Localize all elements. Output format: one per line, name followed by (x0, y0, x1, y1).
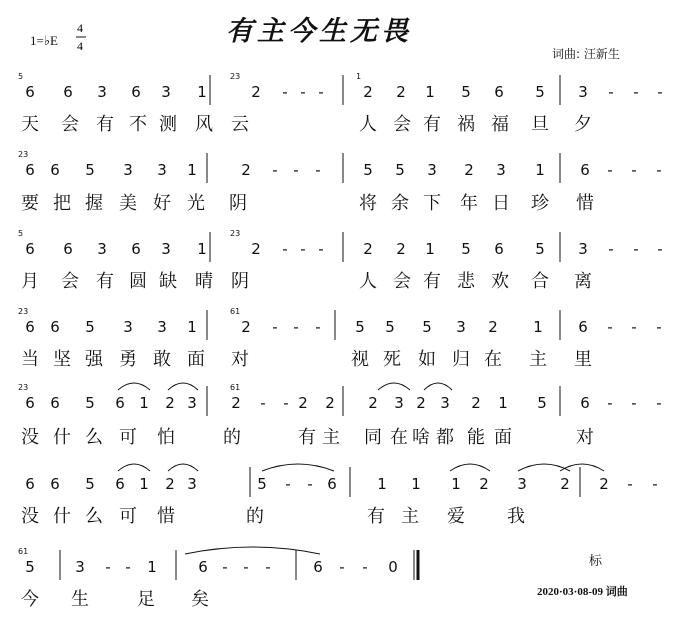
jianpu-note: 6 (25, 318, 35, 336)
lyric-character: 的 (246, 506, 264, 527)
jianpu-note: 2 (241, 318, 251, 336)
jianpu-note: 1 (498, 394, 508, 412)
jianpu-note: 2 (396, 240, 406, 258)
lyric-character: 悲 (457, 271, 475, 292)
lyric-character: 面 (494, 427, 512, 448)
jianpu-note: 1 (187, 161, 197, 179)
grace-note: 5 (18, 72, 24, 81)
jianpu-note: 2 (599, 475, 609, 493)
jianpu-note: - (260, 394, 266, 412)
jianpu-note: - (293, 318, 299, 336)
jianpu-note: 2 (251, 83, 261, 101)
grace-note: 1 (356, 72, 362, 81)
lyric-character: 年 (460, 193, 478, 214)
jianpu-note: 1 (187, 318, 197, 336)
lyric-character: 夕 (574, 114, 592, 135)
jianpu-note: 6 (327, 475, 337, 493)
jianpu-note: 2 (479, 475, 489, 493)
jianpu-note: 6 (580, 394, 590, 412)
jianpu-note: 6 (131, 240, 141, 258)
jianpu-note: - (656, 161, 662, 179)
lyric-character: 人 (359, 271, 377, 292)
jianpu-note: - (607, 394, 613, 412)
jianpu-note: 5 (385, 318, 395, 336)
lyric-character: 离 (574, 271, 592, 292)
jianpu-note: 5 (461, 83, 471, 101)
jianpu-note: 5 (461, 240, 471, 258)
slur (118, 383, 150, 390)
time-signature-bottom: 4 (77, 39, 83, 53)
jianpu-note: 2 (251, 240, 261, 258)
jianpu-note: 6 (494, 83, 504, 101)
jianpu-note: 1 (197, 83, 207, 101)
lyric-character: 同 (364, 427, 382, 448)
lyric-character: 会 (61, 114, 79, 135)
jianpu-note: - (300, 240, 306, 258)
lyric-character: 握 (85, 193, 103, 214)
lyric-character: 美 (119, 193, 137, 214)
jianpu-note: - (293, 161, 299, 179)
jianpu-note: 6 (50, 394, 60, 412)
jianpu-note: - (633, 240, 639, 258)
jianpu-note: - (285, 475, 291, 493)
jianpu-note: 6 (63, 240, 73, 258)
jianpu-note: 1 (533, 318, 543, 336)
lyricist-composer-credit: 词曲: 汪新生 (552, 47, 620, 61)
jianpu-note: 6 (25, 83, 35, 101)
lyric-character: 惜 (576, 193, 594, 214)
lyric-character: 合 (531, 271, 549, 292)
jianpu-note: 5 (535, 240, 545, 258)
slur (168, 383, 198, 390)
lyric-character: 没 (21, 427, 39, 448)
lyric-character: 爱 (447, 506, 465, 527)
jianpu-note: 3 (123, 318, 133, 336)
lyric-character: 会 (61, 271, 79, 292)
jianpu-note: - (272, 161, 278, 179)
jianpu-note: 6 (580, 161, 590, 179)
jianpu-note: 2 (298, 394, 308, 412)
lyric-character: 缺 (159, 271, 177, 292)
jianpu-note: - (282, 240, 288, 258)
jianpu-note: - (656, 394, 662, 412)
jianpu-note: 6 (50, 318, 60, 336)
jianpu-note: 3 (97, 240, 107, 258)
lyric-character: 风 (195, 114, 213, 135)
lyric-character: 么 (85, 427, 103, 448)
lyric-character: 旦 (531, 114, 549, 135)
jianpu-note: 5 (85, 318, 95, 336)
jianpu-note: 5 (85, 394, 95, 412)
slur (378, 383, 410, 390)
jianpu-note: 3 (427, 161, 437, 179)
lyric-character: 主 (401, 506, 419, 527)
jianpu-note: 6 (115, 475, 125, 493)
jianpu-note: - (300, 83, 306, 101)
jianpu-note: 2 (471, 394, 481, 412)
jianpu-note: 2 (325, 394, 335, 412)
jianpu-note: - (657, 240, 663, 258)
jianpu-note: 6 (313, 558, 323, 576)
lyric-character: 有 (367, 506, 385, 527)
lyric-character: 福 (491, 114, 509, 135)
mark-label: 标 (589, 554, 603, 569)
jianpu-note: 1 (139, 394, 149, 412)
lyric-character: 云 (231, 114, 249, 135)
jianpu-note: 6 (25, 161, 35, 179)
grace-note: 61 (18, 547, 29, 556)
jianpu-note: - (265, 558, 271, 576)
lyric-character: 测 (159, 114, 177, 135)
jianpu-note: 5 (85, 475, 95, 493)
lyric-character: 坚 (53, 349, 71, 370)
lyric-character: 将 (359, 193, 377, 214)
jianpu-note: 3 (394, 394, 404, 412)
jianpu-note: - (243, 558, 249, 576)
jianpu-note: 2 (464, 161, 474, 179)
jianpu-note: - (362, 558, 368, 576)
jianpu-note: 6 (25, 475, 35, 493)
lyric-character: 怕 (157, 427, 175, 448)
jianpu-note: 2 (560, 475, 570, 493)
lyric-character: 晴 (195, 271, 213, 292)
jianpu-note: 3 (440, 394, 450, 412)
lyric-character: 啥 (412, 427, 430, 448)
lyric-character: 如 (418, 349, 436, 370)
jianpu-note: 5 (422, 318, 432, 336)
jianpu-note: - (272, 318, 278, 336)
key-signature: 1=♭E (30, 33, 58, 48)
lyric-character: 么 (85, 506, 103, 527)
lyric-character: 对 (231, 349, 249, 370)
composition-date: 2020·03·08-09 词曲 (537, 586, 628, 598)
lyric-character: 日 (492, 193, 510, 214)
lyric-character: 强 (85, 349, 103, 370)
lyric-character: 里 (574, 349, 592, 370)
jianpu-note: 3 (161, 240, 171, 258)
jianpu-note: 2 (241, 161, 251, 179)
jianpu-note: 5 (257, 475, 267, 493)
lyric-character: 在 (484, 349, 502, 370)
lyric-character: 敢 (153, 349, 171, 370)
jianpu-note: - (608, 83, 614, 101)
jianpu-note: 6 (50, 161, 60, 179)
jianpu-note: 2 (231, 394, 241, 412)
lyric-character: 珍 (531, 193, 549, 214)
jianpu-note: 2 (165, 394, 175, 412)
lyric-character: 余 (391, 193, 409, 214)
jianpu-note: - (627, 475, 633, 493)
jianpu-note: - (282, 83, 288, 101)
jianpu-note: 2 (165, 475, 175, 493)
grace-note: 23 (18, 150, 29, 159)
jianpu-note: - (607, 161, 613, 179)
jianpu-note: 6 (578, 318, 588, 336)
grace-note: 61 (230, 383, 241, 392)
jianpu-note: 2 (368, 394, 378, 412)
jianpu-note: 6 (494, 240, 504, 258)
lyric-character: 都 (436, 427, 454, 448)
jianpu-note: 6 (63, 83, 73, 101)
lyric-character: 死 (383, 349, 401, 370)
jianpu-note: 3 (97, 83, 107, 101)
lyric-character: 矣 (191, 589, 209, 610)
jianpu-note: 3 (75, 558, 85, 576)
jianpu-note: - (656, 318, 662, 336)
jianpu-note: 3 (517, 475, 527, 493)
jianpu-note: 1 (451, 475, 461, 493)
lyric-character: 对 (576, 427, 594, 448)
jianpu-note: 6 (131, 83, 141, 101)
lyric-character: 好 (153, 193, 171, 214)
grace-note: 5 (18, 229, 24, 238)
lyric-character: 主 (529, 349, 547, 370)
time-signature-top: 4 (77, 21, 83, 35)
jianpu-note: 1 (535, 161, 545, 179)
lyric-character: 视 (351, 349, 369, 370)
lyric-character: 下 (423, 193, 441, 214)
lyric-character: 足 (137, 589, 155, 610)
jianpu-note: 1 (411, 475, 421, 493)
jianpu-note: 3 (578, 240, 588, 258)
lyric-character: 能 (467, 427, 485, 448)
lyric-character: 生 (71, 589, 89, 610)
jianpu-note: 5 (395, 161, 405, 179)
grace-note: 23 (230, 229, 241, 238)
lyric-character: 惜 (157, 506, 175, 527)
jianpu-note: 6 (50, 475, 60, 493)
lyric-character: 有 (423, 114, 441, 135)
jianpu-note: - (633, 83, 639, 101)
lyric-character: 有 (96, 271, 114, 292)
lyric-character: 阴 (229, 193, 247, 214)
jianpu-note: 6 (25, 240, 35, 258)
lyric-character: 在 (390, 427, 408, 448)
jianpu-note: 1 (197, 240, 207, 258)
grace-note: 23 (230, 72, 241, 81)
lyric-character: 天 (21, 114, 39, 135)
lyric-character: 可 (119, 506, 137, 527)
grace-note: 23 (18, 383, 29, 392)
jianpu-note: 5 (537, 394, 547, 412)
jianpu-note: 6 (25, 394, 35, 412)
lyric-character: 归 (452, 349, 470, 370)
jianpu-note: 2 (363, 240, 373, 258)
jianpu-note: - (222, 558, 228, 576)
jianpu-note: 6 (115, 394, 125, 412)
lyric-character: 把 (53, 193, 71, 214)
jianpu-note: 3 (187, 475, 197, 493)
jianpu-note: - (339, 558, 345, 576)
jianpu-note: 5 (363, 161, 373, 179)
lyric-character: 会 (393, 114, 411, 135)
jianpu-note: 1 (425, 83, 435, 101)
lyric-character: 什 (53, 427, 71, 448)
lyric-character: 面 (187, 349, 205, 370)
lyric-character: 今 (21, 589, 39, 610)
lyric-character: 圆 (129, 271, 147, 292)
jianpu-note: - (631, 318, 637, 336)
song-title: 有主今生无畏 (226, 16, 412, 47)
jianpu-note: - (631, 394, 637, 412)
jianpu-note: 3 (456, 318, 466, 336)
lyric-character: 要 (21, 193, 39, 214)
jianpu-note: - (283, 394, 289, 412)
jianpu-note: - (318, 83, 324, 101)
lyric-character: 欢 (491, 271, 509, 292)
lyric-character: 不 (129, 114, 147, 135)
jianpu-note: - (125, 558, 131, 576)
lyric-character: 当 (21, 349, 39, 370)
jianpu-note: - (631, 161, 637, 179)
lyric-character: 我 (507, 506, 525, 527)
jianpu-note: 3 (123, 161, 133, 179)
jianpu-note: - (315, 318, 321, 336)
jianpu-note: 2 (488, 318, 498, 336)
slur (118, 464, 150, 471)
jianpu-note: 0 (388, 558, 398, 576)
jianpu-note: 1 (425, 240, 435, 258)
jianpu-note: 1 (139, 475, 149, 493)
lyric-character: 可 (119, 427, 137, 448)
jianpu-note: - (608, 240, 614, 258)
jianpu-note: 5 (535, 83, 545, 101)
jianpu-note: 5 (25, 558, 35, 576)
jianpu-note: - (105, 558, 111, 576)
jianpu-note: 2 (416, 394, 426, 412)
slur (424, 383, 452, 390)
slur (560, 464, 604, 471)
slur (185, 547, 320, 554)
jianpu-note: 3 (161, 83, 171, 101)
lyric-character: 有 (96, 114, 114, 135)
lyric-character: 有 (423, 271, 441, 292)
jianpu-note: 3 (496, 161, 506, 179)
jianpu-note: 5 (355, 318, 365, 336)
lyric-character: 祸 (457, 114, 475, 135)
lyric-character: 光 (187, 193, 205, 214)
jianpu-note: 3 (578, 83, 588, 101)
jianpu-note: 3 (157, 161, 167, 179)
lyric-character: 的 (223, 427, 241, 448)
jianpu-note: 3 (157, 318, 167, 336)
lyric-character: 主 (322, 427, 340, 448)
lyric-character: 什 (53, 506, 71, 527)
grace-note: 23 (18, 307, 29, 316)
jianpu-note: - (315, 161, 321, 179)
lyric-character: 有 (298, 427, 316, 448)
lyric-character: 月 (21, 271, 39, 292)
lyric-character: 阴 (231, 271, 249, 292)
jianpu-note: - (318, 240, 324, 258)
jianpu-note: 2 (396, 83, 406, 101)
lyric-character: 没 (21, 506, 39, 527)
jianpu-note: - (652, 475, 658, 493)
slur (262, 464, 334, 471)
jianpu-note: - (607, 318, 613, 336)
jianpu-note: - (657, 83, 663, 101)
jianpu-note: - (307, 475, 313, 493)
jianpu-note: 2 (363, 83, 373, 101)
jianpu-note: 5 (85, 161, 95, 179)
jianpu-note: 6 (198, 558, 208, 576)
lyric-character: 勇 (119, 349, 137, 370)
lyric-character: 会 (393, 271, 411, 292)
jianpu-note: 1 (377, 475, 387, 493)
slur (168, 464, 198, 471)
jianpu-note: 1 (147, 558, 157, 576)
grace-note: 61 (230, 307, 241, 316)
lyric-character: 人 (359, 114, 377, 135)
slur (450, 464, 490, 471)
jianpu-note: 3 (187, 394, 197, 412)
